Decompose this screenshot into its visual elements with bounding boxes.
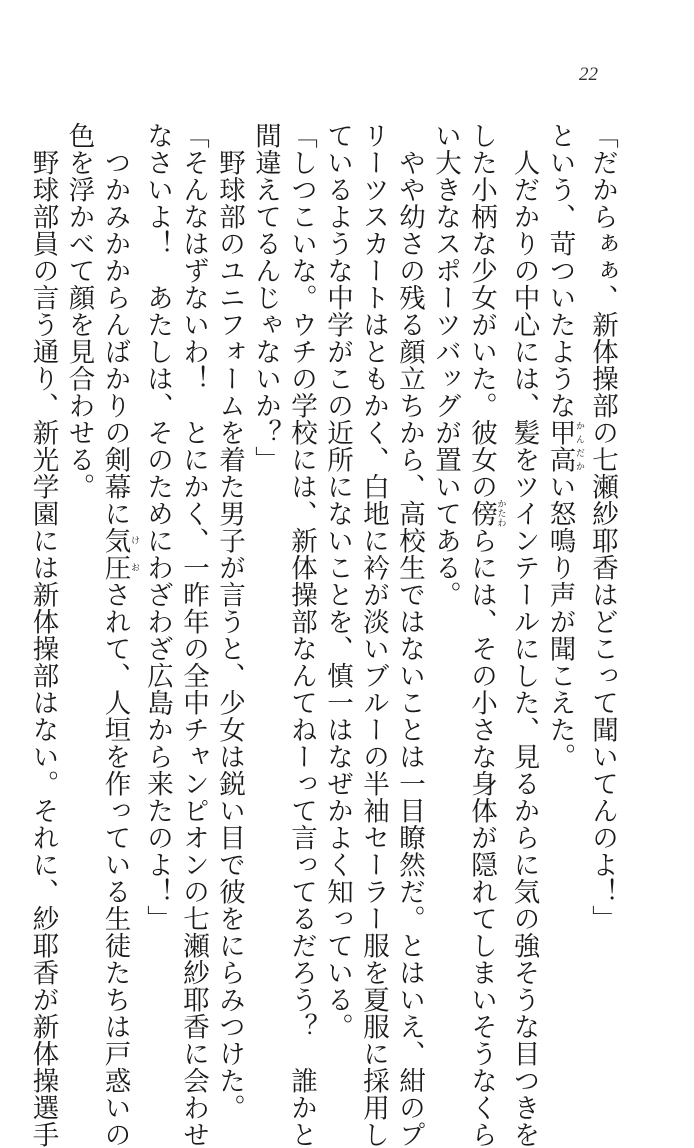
- text-line-1: 「だからぁぁ、新体操部の七瀬紗耶香はどこって聞いてんのよ！」: [587, 122, 618, 932]
- ruby-katawara: 傍かたわ: [466, 499, 506, 528]
- text-line-11: 野球部のユニフォームを着た男子が言うと、少女は鋭い目で彼をにらみつけた。: [214, 148, 245, 1121]
- text-line-2-b: い怒鳴り声が聞こえた。: [544, 473, 576, 770]
- text-line-10: 間違えてるんじゃないか？」: [250, 122, 281, 473]
- text-line-5: い大きなスポーツバッグが置いてある。: [430, 122, 461, 608]
- text-line-4-b: らには、その小さな身体が隠れてしまいそうなくら: [466, 527, 497, 1148]
- text-line-4: [463, 122, 506, 1148]
- text-line-15: 色を浮かべて顔を見合わせる。: [63, 122, 95, 500]
- page-number: 22: [579, 64, 598, 85]
- text-line-14: [97, 122, 140, 1148]
- text-line-2-a: という、苛ついたような: [544, 122, 576, 419]
- text-line-4-a: した小柄な少女がいた。彼女の: [466, 122, 497, 500]
- furigana-keo: けお: [129, 526, 139, 581]
- text-line-14-a: つかみかからんばかりの剣幕に: [99, 148, 131, 527]
- ruby-kandakai: 甲高かんだか: [544, 419, 584, 473]
- text-line-14-b: されて、人垣を作っている生徒たちは戸惑いの: [99, 580, 131, 1148]
- text-line-3: 人だかりの中心には、髪をツインテールにした、見るからに気の強そうな目つきを: [508, 148, 540, 1148]
- text-line-8: ているような中学がこの近所にないことを、慎一はなぜかよく知っている。: [322, 122, 353, 1040]
- text-line-2: [542, 122, 585, 982]
- text-line-6: やや幼さの残る顔立ちから、高校生ではないことは一目瞭然だ。とはいえ、紺のプ: [394, 148, 425, 1148]
- ruby-keo: 気圧けお: [99, 526, 139, 581]
- text-line-9: 「しつこいな。ウチの学校には、新体操部なんてねーって言ってるだろう？ 誰かと: [286, 122, 317, 1148]
- furigana-kandakai: かんだか: [574, 419, 584, 473]
- novel-text-block: [27, 122, 620, 1148]
- text-line-13: なさいよ！ あたしは、そのためにわざわざ広島から来たのよ！」: [142, 122, 173, 932]
- text-line-16: 野球部員の言う通り、新光学園には新体操部はない。それに、紗耶香が新体操選手: [27, 148, 59, 1148]
- text-line-7: リーツスカートはともかく、白地に衿が淡いブルーの半袖セーラー服を夏服に採用し: [358, 122, 389, 1148]
- text-line-12: 「そんなはずないわ！ とにかく、一昨年の全中チャンピオンの七瀬紗耶香に会わせ: [178, 122, 209, 1148]
- furigana-katawara: かたわ: [495, 499, 506, 528]
